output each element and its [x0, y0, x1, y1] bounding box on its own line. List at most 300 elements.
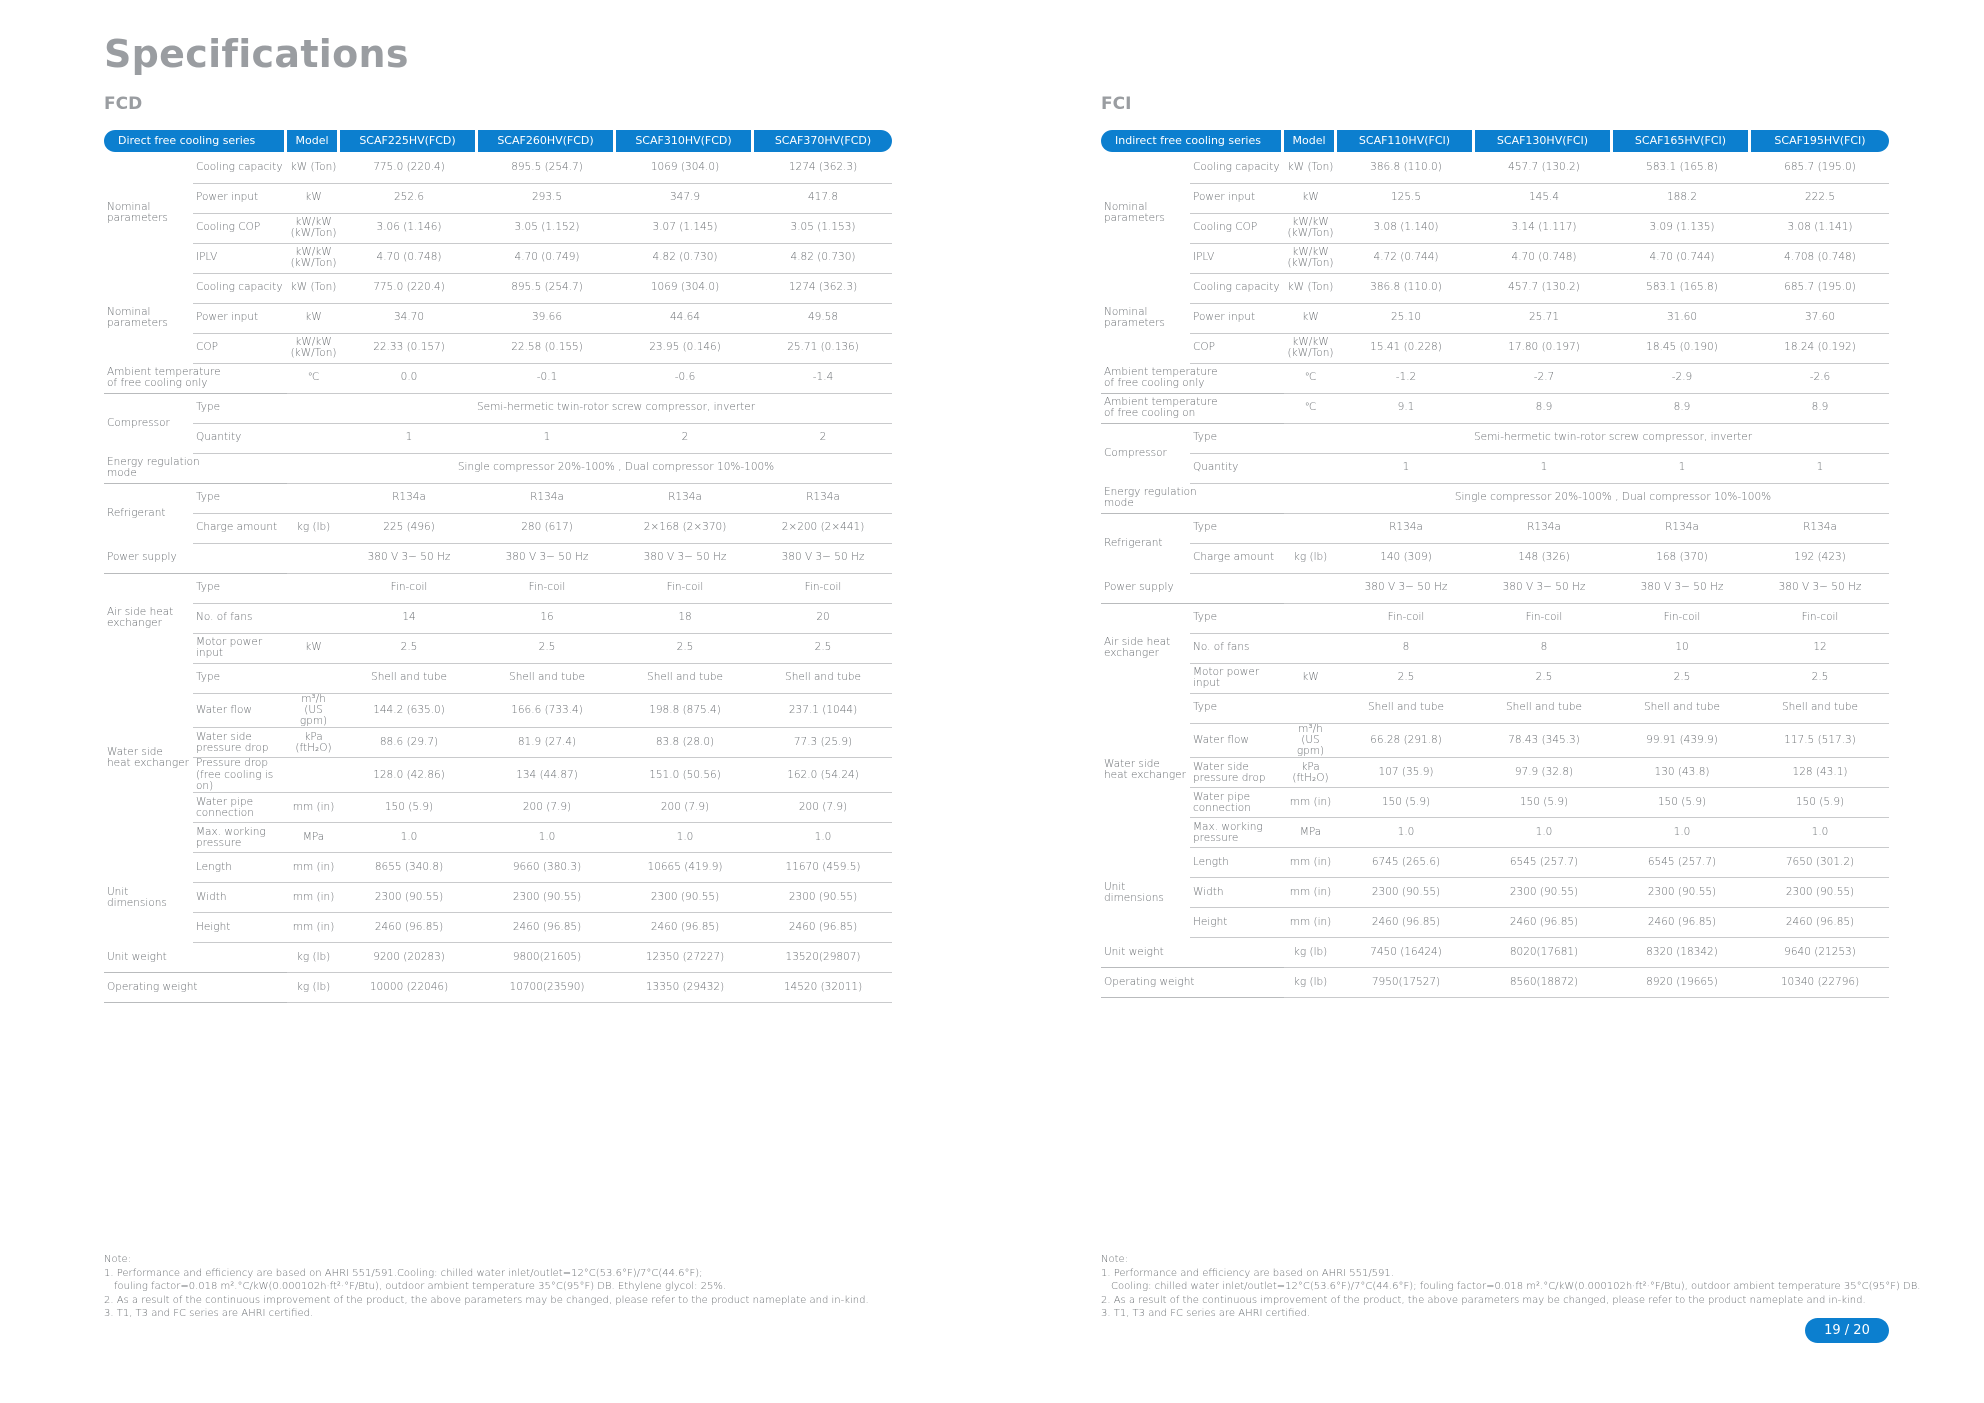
row-sublabel: Water flow [1190, 723, 1284, 758]
section-title-fcd: FCD [104, 94, 143, 114]
table-row [104, 333, 892, 363]
value-cell: 895.5 (254.7) [478, 273, 616, 303]
table-row [104, 363, 892, 393]
value-cell: -2.6 [1751, 363, 1889, 393]
table-row [104, 213, 892, 243]
value-cell: 188.2 [1613, 183, 1751, 213]
table-row [104, 973, 892, 1003]
group-label: Water side heat exchanger [107, 745, 189, 769]
row-sublabel: Cooling capacity [193, 153, 287, 183]
row-unit [287, 573, 340, 603]
value-cell: R134a [616, 483, 754, 513]
value-cell: 162.0 (54.24) [754, 758, 892, 793]
value-cell: 775.0 (220.4) [340, 153, 478, 183]
row-sublabel: Width [193, 883, 287, 913]
table-row [1101, 333, 1889, 363]
row-unit: m³/h (US gpm) [1284, 723, 1337, 758]
value-cell: 20 [754, 603, 892, 633]
value-cell: -0.1 [478, 363, 616, 393]
group-label: Unit weight [104, 943, 287, 973]
value-cell: 3.05 (1.152) [478, 213, 616, 243]
value-cell: 2×168 (2×370) [616, 513, 754, 543]
value-cell: 16 [478, 603, 616, 633]
row-unit [287, 453, 340, 483]
value-cell: Fin-coil [1751, 603, 1889, 633]
value-cell: 18.24 (0.192) [1751, 333, 1889, 363]
row-unit: kPa (ftH₂O) [1284, 758, 1337, 788]
value-cell: 6745 (265.6) [1337, 848, 1475, 878]
value-cell: 9660 (380.3) [478, 853, 616, 883]
row-unit: kg (lb) [1284, 938, 1337, 968]
value-cell: 8655 (340.8) [340, 853, 478, 883]
value-cell: 144.2 (635.0) [340, 693, 478, 728]
value-cell: 14 [340, 603, 478, 633]
note-fcd [104, 1253, 869, 1321]
table-row [1101, 663, 1889, 693]
row-sublabel: Water pipe connection [1190, 788, 1284, 818]
value-cell: 380 V 3~ 50 Hz [1751, 573, 1889, 603]
spec-table-body [1101, 153, 1889, 998]
table-row [1101, 393, 1889, 423]
value-cell: 2 [754, 423, 892, 453]
row-sublabel: Max. working pressure [193, 823, 287, 853]
value-cell: 1.0 [1751, 818, 1889, 848]
value-cell: Fin-coil [340, 573, 478, 603]
group-label: Unit dimensions [107, 885, 167, 909]
note-line: 2. As a result of the continuous improvement of the product, the above parameters may be changed, please refer to the product nameplate and in-kind. [104, 1294, 869, 1306]
value-cell: 23.95 (0.146) [616, 333, 754, 363]
note-line: fouling factor=0.018 m².°C/kW(0.000102h·ft²·°F/Btu), outdoor ambient temperature 35°C(95°F) DB. Ethylene glycol: 25%. [114, 1281, 727, 1293]
value-cell: 10 [1613, 633, 1751, 663]
row-unit [287, 483, 340, 513]
spec-table-fcd [104, 129, 892, 1003]
table-row [104, 183, 892, 213]
value-cell: 583.1 (165.8) [1613, 273, 1751, 303]
value-cell: 166.6 (733.4) [478, 693, 616, 728]
value-cell: 1069 (304.0) [616, 273, 754, 303]
value-cell: 583.1 (165.8) [1613, 153, 1751, 183]
value-cell: 4.70 (0.749) [478, 243, 616, 273]
value-cell: 2.5 [1337, 663, 1475, 693]
note-fci [1101, 1253, 1920, 1321]
row-sublabel: Motor power input [193, 633, 287, 663]
row-unit: MPa [1284, 818, 1337, 848]
value-cell: 18 [616, 603, 754, 633]
row-sublabel: IPLV [193, 243, 287, 273]
value-cell: 2.5 [1613, 663, 1751, 693]
table-row [104, 883, 892, 913]
value-cell: 10665 (419.9) [616, 853, 754, 883]
table-row [104, 633, 892, 663]
spec-table-fci [1101, 129, 1889, 998]
page-title: Specifications [104, 32, 409, 76]
spanned-value: Single compressor 20%-100% , Dual compressor 10%-100% [340, 453, 892, 483]
table-row [1101, 453, 1889, 483]
row-sublabel: Power input [1190, 183, 1284, 213]
row-unit [1284, 483, 1337, 513]
row-sublabel: Cooling capacity [193, 273, 287, 303]
section-title-fci: FCI [1101, 94, 1132, 114]
value-cell: 130 (43.8) [1613, 758, 1751, 788]
value-cell: 3.08 (1.141) [1751, 213, 1889, 243]
row-unit: kW [1284, 183, 1337, 213]
value-cell: 125.5 [1337, 183, 1475, 213]
value-cell: 1 [340, 423, 478, 453]
value-cell: 347.9 [616, 183, 754, 213]
value-cell: 3.05 (1.153) [754, 213, 892, 243]
table-row [1101, 908, 1889, 938]
value-cell: 685.7 (195.0) [1751, 273, 1889, 303]
group-label: Operating weight [1101, 968, 1284, 998]
value-cell: 8.9 [1613, 393, 1751, 423]
row-unit: m³/h (US gpm) [287, 693, 340, 728]
row-unit [1284, 633, 1337, 663]
value-cell: Fin-coil [616, 573, 754, 603]
value-cell: 140 (309) [1337, 543, 1475, 573]
value-cell: 2300 (90.55) [478, 883, 616, 913]
table-row [104, 663, 892, 693]
value-cell: 380 V 3~ 50 Hz [478, 543, 616, 573]
value-cell: 44.64 [616, 303, 754, 333]
value-cell: 457.7 (130.2) [1475, 153, 1613, 183]
table-row [1101, 153, 1889, 183]
value-cell: 77.3 (25.9) [754, 728, 892, 758]
row-unit: kg (lb) [1284, 543, 1337, 573]
value-cell: 3.09 (1.135) [1613, 213, 1751, 243]
row-sublabel: Charge amount [193, 513, 287, 543]
row-sublabel: Length [193, 853, 287, 883]
value-cell: 1.0 [1337, 818, 1475, 848]
row-sublabel: Cooling capacity [1190, 273, 1284, 303]
value-cell: 417.8 [754, 183, 892, 213]
value-cell: 49.58 [754, 303, 892, 333]
group-label: Unit weight [1101, 938, 1284, 968]
group-label: Air side heat exchanger [107, 605, 174, 630]
row-sublabel: No. of fans [193, 603, 287, 633]
series-header: Direct free cooling series [104, 130, 284, 152]
row-unit: ℃ [1284, 363, 1337, 393]
value-cell: 150 (5.9) [1475, 788, 1613, 818]
series-header: Indirect free cooling series [1101, 130, 1281, 152]
group-label: Ambient temperature of free cooling on [1101, 393, 1284, 423]
table-row [104, 693, 892, 728]
value-cell: 10000 (22046) [340, 973, 478, 1003]
row-sublabel: Length [1190, 848, 1284, 878]
value-cell: 1.0 [340, 823, 478, 853]
group-label: Unit dimensions [1104, 880, 1164, 904]
value-cell: 4.70 (0.748) [340, 243, 478, 273]
value-cell: 2460 (96.85) [754, 913, 892, 943]
note-line: 2. As a result of the continuous improvement of the product, the above parameters may be changed, please refer to the product nameplate and in-kind. [1101, 1294, 1866, 1306]
value-cell: 2.5 [1475, 663, 1613, 693]
value-cell: 8920 (19665) [1613, 968, 1751, 998]
value-cell: 150 (5.9) [340, 793, 478, 823]
value-cell: 10700(23590) [478, 973, 616, 1003]
row-unit: kW [287, 303, 340, 333]
value-cell: 8020(17681) [1475, 938, 1613, 968]
value-cell: Shell and tube [1475, 693, 1613, 723]
value-cell: 2.5 [340, 633, 478, 663]
note-line: 3. T1, T3 and FC series are AHRI certified. [104, 1308, 314, 1320]
value-cell: 66.28 (291.8) [1337, 723, 1475, 758]
row-unit: kW (Ton) [287, 273, 340, 303]
table-row [1101, 183, 1889, 213]
row-unit [287, 543, 340, 573]
value-cell: 2300 (90.55) [1751, 878, 1889, 908]
row-unit: kW (Ton) [1284, 153, 1337, 183]
table-row [1101, 633, 1889, 663]
value-cell: 3.07 (1.145) [616, 213, 754, 243]
value-cell: 9.1 [1337, 393, 1475, 423]
value-cell: 1.0 [1613, 818, 1751, 848]
value-cell: 4.70 (0.748) [1475, 243, 1613, 273]
row-sublabel: Cooling COP [1190, 213, 1284, 243]
value-cell: 78.43 (345.3) [1475, 723, 1613, 758]
value-cell: 145.4 [1475, 183, 1613, 213]
table-row [1101, 878, 1889, 908]
row-sublabel: Type [193, 483, 287, 513]
value-cell: 2460 (96.85) [340, 913, 478, 943]
value-cell: 386.8 (110.0) [1337, 273, 1475, 303]
value-cell: 13520(29807) [754, 943, 892, 973]
model-column-header: SCAF260HV(FCD) [478, 130, 613, 152]
table-row [1101, 818, 1889, 848]
value-cell: -1.4 [754, 363, 892, 393]
group-label: Refrigerant [107, 506, 166, 519]
table-row [1101, 938, 1889, 968]
row-unit: kW (Ton) [1284, 273, 1337, 303]
value-cell: 25.10 [1337, 303, 1475, 333]
value-cell: 9800(21605) [478, 943, 616, 973]
table-row [104, 393, 892, 423]
table-row [1101, 603, 1889, 633]
value-cell: 380 V 3~ 50 Hz [754, 543, 892, 573]
value-cell: 81.9 (27.4) [478, 728, 616, 758]
row-unit [287, 603, 340, 633]
row-sublabel: Power input [193, 183, 287, 213]
group-label: Power supply [1101, 573, 1284, 603]
row-sublabel: Width [1190, 878, 1284, 908]
value-cell: 380 V 3~ 50 Hz [1613, 573, 1751, 603]
value-cell: -2.9 [1613, 363, 1751, 393]
row-unit: MPa [287, 823, 340, 853]
row-unit: mm (in) [1284, 788, 1337, 818]
value-cell: 97.9 (32.8) [1475, 758, 1613, 788]
value-cell: 1.0 [616, 823, 754, 853]
value-cell: 2.5 [1751, 663, 1889, 693]
row-sublabel: Cooling capacity [1190, 153, 1284, 183]
value-cell: 14520 (32011) [754, 973, 892, 1003]
value-cell: 1 [1475, 453, 1613, 483]
table-row [104, 543, 892, 573]
table-row [1101, 483, 1889, 513]
model-column-header: SCAF195HV(FCI) [1751, 130, 1889, 152]
value-cell: 8320 (18342) [1613, 938, 1751, 968]
value-cell: 107 (35.9) [1337, 758, 1475, 788]
group-label: Energy regulation mode [104, 453, 287, 483]
row-unit: mm (in) [287, 883, 340, 913]
value-cell: Fin-coil [754, 573, 892, 603]
row-sublabel: Water side pressure drop [1190, 758, 1284, 788]
value-cell: 380 V 3~ 50 Hz [1475, 573, 1613, 603]
table-row [1101, 543, 1889, 573]
value-cell: 10340 (22796) [1751, 968, 1889, 998]
value-cell: 1069 (304.0) [616, 153, 754, 183]
value-cell: Shell and tube [340, 663, 478, 693]
row-sublabel: COP [193, 333, 287, 363]
value-cell: 150 (5.9) [1751, 788, 1889, 818]
value-cell: 83.8 (28.0) [616, 728, 754, 758]
value-cell: 192 (423) [1751, 543, 1889, 573]
value-cell: 8.9 [1751, 393, 1889, 423]
row-unit: kg (lb) [1284, 968, 1337, 998]
row-unit: ℃ [287, 363, 340, 393]
value-cell: 2300 (90.55) [1475, 878, 1613, 908]
note-line: 3. T1, T3 and FC series are AHRI certified. [1101, 1308, 1311, 1320]
table-row [104, 913, 892, 943]
value-cell: R134a [1337, 513, 1475, 543]
value-cell: 1.0 [478, 823, 616, 853]
value-cell: 7450 (16424) [1337, 938, 1475, 968]
model-column-header: SCAF165HV(FCI) [1613, 130, 1748, 152]
value-cell: 225 (496) [340, 513, 478, 543]
row-sublabel: Type [1190, 423, 1284, 453]
table-row [1101, 363, 1889, 393]
value-cell: 8 [1337, 633, 1475, 663]
group-label: Energy regulation mode [1101, 483, 1284, 513]
value-cell: 200 (7.9) [754, 793, 892, 823]
note-line: Note: [104, 1254, 132, 1265]
table-row [104, 453, 892, 483]
value-cell: 25.71 (0.136) [754, 333, 892, 363]
row-sublabel: Type [193, 393, 287, 423]
value-cell: 200 (7.9) [616, 793, 754, 823]
row-unit: kW/kW (kW/Ton) [1284, 213, 1337, 243]
value-cell: 380 V 3~ 50 Hz [616, 543, 754, 573]
table-row [104, 853, 892, 883]
value-cell: 39.66 [478, 303, 616, 333]
model-column-header: SCAF110HV(FCI) [1337, 130, 1472, 152]
value-cell: 11670 (459.5) [754, 853, 892, 883]
value-cell: 150 (5.9) [1613, 788, 1751, 818]
row-sublabel: Height [193, 913, 287, 943]
row-unit [1284, 423, 1337, 453]
spec-table-body [104, 153, 892, 1003]
row-unit [1284, 513, 1337, 543]
value-cell: Shell and tube [754, 663, 892, 693]
row-unit: mm (in) [1284, 878, 1337, 908]
row-sublabel: Max. working pressure [1190, 818, 1284, 848]
value-cell: Shell and tube [616, 663, 754, 693]
row-sublabel: Type [1190, 513, 1284, 543]
row-sublabel: Cooling COP [193, 213, 287, 243]
value-cell: 3.06 (1.146) [340, 213, 478, 243]
value-cell: 6545 (257.7) [1613, 848, 1751, 878]
value-cell: 4.70 (0.744) [1613, 243, 1751, 273]
model-header: Model [1284, 130, 1334, 152]
note-line: 1. Performance and efficiency are based on AHRI 551/591. [1101, 1267, 1394, 1279]
row-sublabel: IPLV [1190, 243, 1284, 273]
value-cell: R134a [478, 483, 616, 513]
table-row [104, 943, 892, 973]
value-cell: 1274 (362.3) [754, 273, 892, 303]
value-cell: 17.80 (0.197) [1475, 333, 1613, 363]
model-column-header: SCAF310HV(FCD) [616, 130, 751, 152]
value-cell: R134a [1751, 513, 1889, 543]
value-cell: 7650 (301.2) [1751, 848, 1889, 878]
value-cell: 380 V 3~ 50 Hz [1337, 573, 1475, 603]
value-cell: 4.72 (0.744) [1337, 243, 1475, 273]
table-row [1101, 243, 1889, 273]
value-cell: 280 (617) [478, 513, 616, 543]
row-sublabel: Water flow [193, 693, 287, 728]
row-unit [287, 393, 340, 423]
value-cell: 380 V 3~ 50 Hz [340, 543, 478, 573]
value-cell: 99.91 (439.9) [1613, 723, 1751, 758]
group-label: Water side heat exchanger [1104, 758, 1186, 782]
group-label: Power supply [104, 543, 287, 573]
row-unit: mm (in) [1284, 848, 1337, 878]
spanned-value: Single compressor 20%-100% , Dual compressor 10%-100% [1337, 483, 1889, 513]
value-cell: 88.6 (29.7) [340, 728, 478, 758]
model-column-header: SCAF370HV(FCD) [754, 130, 892, 152]
table-row [104, 273, 892, 303]
table-row [104, 243, 892, 273]
table-header-row [1101, 129, 1889, 153]
value-cell: 9200 (20283) [340, 943, 478, 973]
value-cell: Fin-coil [1613, 603, 1751, 633]
group-label: Air side heat exchanger [1104, 635, 1171, 660]
table-row [104, 603, 892, 633]
row-sublabel: Power input [193, 303, 287, 333]
value-cell: 148 (326) [1475, 543, 1613, 573]
table-row [1101, 513, 1889, 543]
value-cell: 1 [1751, 453, 1889, 483]
value-cell: 4.708 (0.748) [1751, 243, 1889, 273]
value-cell: 151.0 (50.56) [616, 758, 754, 793]
value-cell: Fin-coil [478, 573, 616, 603]
row-unit: kW/kW (kW/Ton) [287, 333, 340, 363]
group-label: Nominal parameters [1104, 305, 1165, 329]
row-unit: kW [1284, 303, 1337, 333]
table-row [1101, 423, 1889, 453]
table-row [104, 153, 892, 183]
table-row [104, 823, 892, 853]
row-sublabel: Power input [1190, 303, 1284, 333]
row-sublabel: Quantity [193, 423, 287, 453]
note-line: Note: [1101, 1254, 1129, 1265]
value-cell: Shell and tube [478, 663, 616, 693]
value-cell: 2300 (90.55) [1613, 878, 1751, 908]
row-sublabel: Motor power input [1190, 663, 1284, 693]
value-cell: 168 (370) [1613, 543, 1751, 573]
value-cell: Fin-coil [1337, 603, 1475, 633]
table-header-row [104, 129, 892, 153]
value-cell: 198.8 (875.4) [616, 693, 754, 728]
group-label: Ambient temperature of free cooling only [104, 363, 287, 393]
value-cell: 12 [1751, 633, 1889, 663]
value-cell: 128 (43.1) [1751, 758, 1889, 788]
value-cell: -0.6 [616, 363, 754, 393]
value-cell: 1.0 [1475, 818, 1613, 848]
row-sublabel: COP [1190, 333, 1284, 363]
value-cell: -2.7 [1475, 363, 1613, 393]
value-cell: 34.70 [340, 303, 478, 333]
value-cell: 386.8 (110.0) [1337, 153, 1475, 183]
row-unit: kg (lb) [287, 943, 340, 973]
group-label: Compressor [1104, 446, 1167, 459]
value-cell: 117.5 (517.3) [1751, 723, 1889, 758]
